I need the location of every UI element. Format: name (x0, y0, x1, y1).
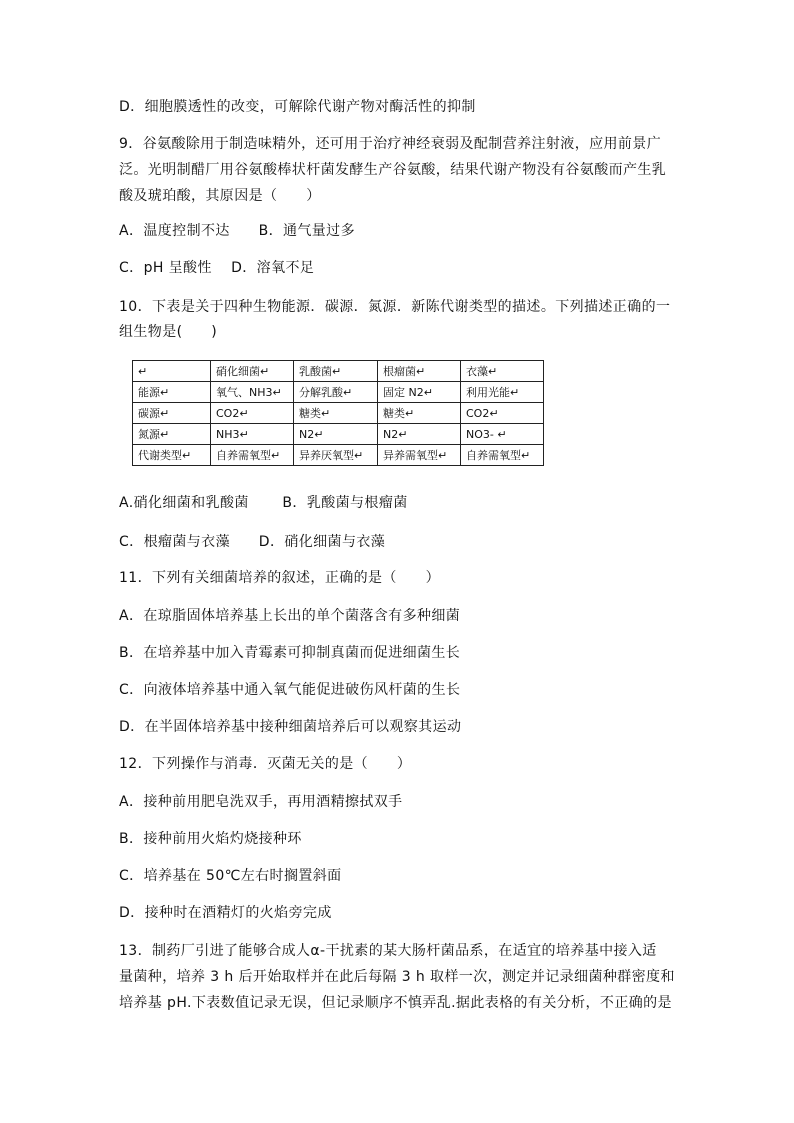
q9-stem-line-2: 泛。光明制醋厂用谷氨酸棒状杆菌发酵生产谷氨酸，结果代谢产物没有谷氨酸而产生乳 (119, 162, 667, 178)
q11-option-b: B．在培养基中加入青霉素可抑制真菌而促进细菌生长 (119, 645, 461, 661)
q13-stem-line-2: 量菌种，培养 3 h 后开始取样并在此后每隔 3 h 取样一次，测定并记录细菌种群密度和 (119, 969, 675, 985)
q12-option-d: D．接种时在酒精灯的火焰旁完成 (119, 905, 332, 921)
table-cell: 自养需氧型↵ (211, 445, 294, 466)
q10-stem-line-1: 10．下表是关于四种生物能源．碳源．氮源．新陈代谢类型的描述。下列描述正确的一 (119, 299, 671, 315)
table-cell: 氮源↵ (133, 424, 211, 445)
q10-options-cd: C．根瘤菌与衣藻 D．硝化细菌与衣藻 (119, 534, 386, 550)
q11-stem: 11．下列有关细菌培养的叙述，正确的是（ ） (119, 570, 441, 586)
organism-table (132, 360, 544, 466)
q9-options-cd: C．pH 呈酸性 D．溶氧不足 (119, 260, 315, 276)
table-cell: 糖类↵ (378, 403, 461, 424)
q13-stem-line-1: 13．制药厂引进了能够合成人α-干扰素的某大肠杆菌品系，在适宜的培养基中接入适 (119, 943, 657, 959)
table-cell: 自养需氧型↵ (461, 445, 544, 466)
table-cell: 能源↵ (133, 382, 211, 403)
table-cell: 硝化细菌↵ (211, 361, 294, 382)
q10-options-ab: A.硝化细菌和乳酸菌 B．乳酸菌与根瘤菌 (119, 495, 408, 511)
table-cell: 碳源↵ (133, 403, 211, 424)
table-row (133, 445, 544, 466)
table-cell: N2↵ (294, 424, 378, 445)
table-row (133, 424, 544, 445)
q9-options-ab: A．温度控制不达 B．通气量过多 (119, 223, 355, 239)
table-cell: 衣藻↵ (461, 361, 544, 382)
table-cell: CO2↵ (461, 403, 544, 424)
table-cell: 氧气、NH3↵ (211, 382, 294, 403)
q12-stem: 12．下列操作与消毒．灭菌无关的是（ ） (119, 756, 412, 772)
q9-stem-line-1: 9．谷氨酸除用于制造味精外，还可用于治疗神经衰弱及配制营养注射液，应用前景广 (119, 136, 662, 152)
table-cell: 糖类↵ (294, 403, 378, 424)
q12-option-c: C．培养基在 50℃左右时搁置斜面 (119, 868, 342, 884)
table-cell: 利用光能↵ (461, 382, 544, 403)
q13-stem-line-3: 培养基 pH.下表数值记录无误，但记录顺序不慎弄乱.据此表格的有关分析，不正确的是 (119, 995, 672, 1011)
table-cell: 异养厌氧型↵ (294, 445, 378, 466)
q11-option-a: A．在琼脂固体培养基上长出的单个菌落含有多种细菌 (119, 608, 461, 624)
table-row (133, 382, 544, 403)
table-cell: ↵ (133, 361, 211, 382)
table-cell: 固定 N2↵ (378, 382, 461, 403)
table-row (133, 403, 544, 424)
q12-option-b: B．接种前用火焰灼烧接种环 (119, 831, 302, 847)
table-cell: N2↵ (378, 424, 461, 445)
table-header-row (133, 361, 544, 382)
table-cell: 分解乳酸↵ (294, 382, 378, 403)
q11-option-d: D．在半固体培养基中接种细菌培养后可以观察其运动 (119, 719, 462, 735)
q11-option-c: C．向液体培养基中通入氧气能促进破伤风杆菌的生长 (119, 682, 461, 698)
table-cell: 乳酸菌↵ (294, 361, 378, 382)
table-cell: NH3↵ (211, 424, 294, 445)
q10-stem-line-2: 组生物是( ) (119, 324, 218, 340)
table-cell: CO2↵ (211, 403, 294, 424)
q12-option-a: A．接种前用肥皂洗双手，再用酒精擦拭双手 (119, 794, 403, 810)
table-cell: 根瘤菌↵ (378, 361, 461, 382)
table-cell: 异养需氧型↵ (378, 445, 461, 466)
table-cell: NO3- ↵ (461, 424, 544, 445)
q9-stem-line-3: 酸及琥珀酸，其原因是（ ） (119, 188, 321, 204)
q8-option-d: D．细胞膜透性的改变，可解除代谢产物对酶活性的抑制 (119, 99, 476, 115)
table-cell: 代谢类型↵ (133, 445, 211, 466)
